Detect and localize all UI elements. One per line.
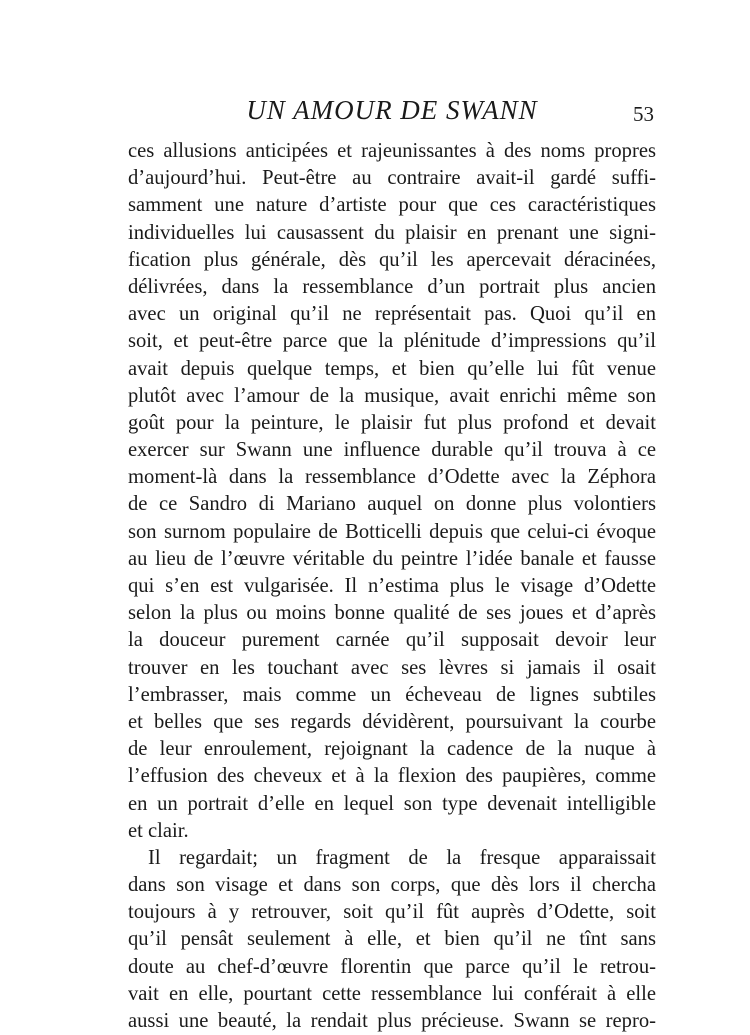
text-line: fication plus générale, dès qu’il les apercevait déracinées, <box>128 248 656 271</box>
text-line: au lieu de l’œuvre véritable du peintre l’idée banale et fausse <box>128 547 656 570</box>
text-line: trouver en les touchant avec ses lèvres si jamais il osait <box>128 656 656 679</box>
text-line: l’embrasser, mais comme un écheveau de lignes subtiles <box>128 683 656 706</box>
text-line: dans son visage et dans son corps, que dès lors il chercha <box>128 874 656 897</box>
text-line: en un portrait d’elle en lequel son type devenait intelligible <box>128 792 656 815</box>
text-line: selon la plus ou moins bonne qualité de ses joues et d’après <box>128 602 656 625</box>
text-line: exercer sur Swann une influence durable qu’il trouva à ce <box>128 439 656 462</box>
text-line: samment une nature d’artiste pour que ces caractéristiques <box>128 194 656 217</box>
text-line: qui s’en est vulgarisée. Il n’estima plus le visage d’Odette <box>128 575 656 597</box>
text-line: et belles que ses regards dévidèrent, poursuivant la courbe <box>128 710 656 733</box>
text-line: soit, et peut-être parce que la plénitude d’impressions qu’il <box>128 330 656 353</box>
text-line: son surnom populaire de Botticelli depuis que celui-ci évoque <box>128 520 656 543</box>
text-line: doute au chef-d’œuvre florentin que parce qu’il le retrou- <box>128 955 656 978</box>
page-number: 53 <box>633 102 654 126</box>
text-line: avait depuis quelque temps, et bien qu’elle lui fût venue <box>128 357 656 380</box>
text-line: goût pour la peinture, le plaisir fut plus profond et devait <box>128 411 656 434</box>
text-line: de leur enroulement, rejoignant la cadence de la nuque à <box>128 738 656 761</box>
text-line: toujours à y retrouver, soit qu’il fût auprès d’Odette, soit <box>128 901 656 924</box>
text-line: Il regardait; un fragment de la fresque apparaissait <box>148 846 656 869</box>
running-title: UN AMOUR DE SWANN <box>246 95 538 125</box>
text-line: la douceur purement carnée qu’il supposait devoir leur <box>128 629 656 652</box>
text-line: plutôt avec l’amour de la musique, avait enrichi même son <box>128 384 656 407</box>
text-line: avec un original qu’il ne représentait pas. Quoi qu’il en <box>128 303 656 326</box>
text-line: délivrées, dans la ressemblance d’un portrait plus ancien <box>128 275 656 298</box>
text-line: individuelles lui causassent du plaisir en prenant une signi- <box>128 221 656 244</box>
body-text <box>128 138 656 1035</box>
text-line: l’effusion des cheveux et à la flexion des paupières, comme <box>128 765 656 788</box>
text-line: aussi une beauté, la rendait plus précieuse. Swann se repro- <box>128 1010 656 1032</box>
text-line: moment-là dans la ressemblance d’Odette avec la Zéphora <box>128 466 656 489</box>
paragraph-2 <box>128 845 656 1035</box>
text-line: et clair. <box>128 819 189 842</box>
text-line: vait en elle, pourtant cette ressemblance lui conférait à elle <box>128 982 656 1005</box>
running-head <box>128 90 656 130</box>
text-line: d’aujourd’hui. Peut-être au contraire avait-il gardé suffi- <box>128 167 656 190</box>
text-line: qu’il pensât seulement à elle, et bien qu’il ne tînt sans <box>128 928 656 951</box>
text-line: ces allusions anticipées et rajeunissantes à des noms propres <box>128 140 656 162</box>
text-line: de ce Sandro di Mariano auquel on donne plus volontiers <box>128 493 656 516</box>
paragraph-1 <box>128 138 656 845</box>
